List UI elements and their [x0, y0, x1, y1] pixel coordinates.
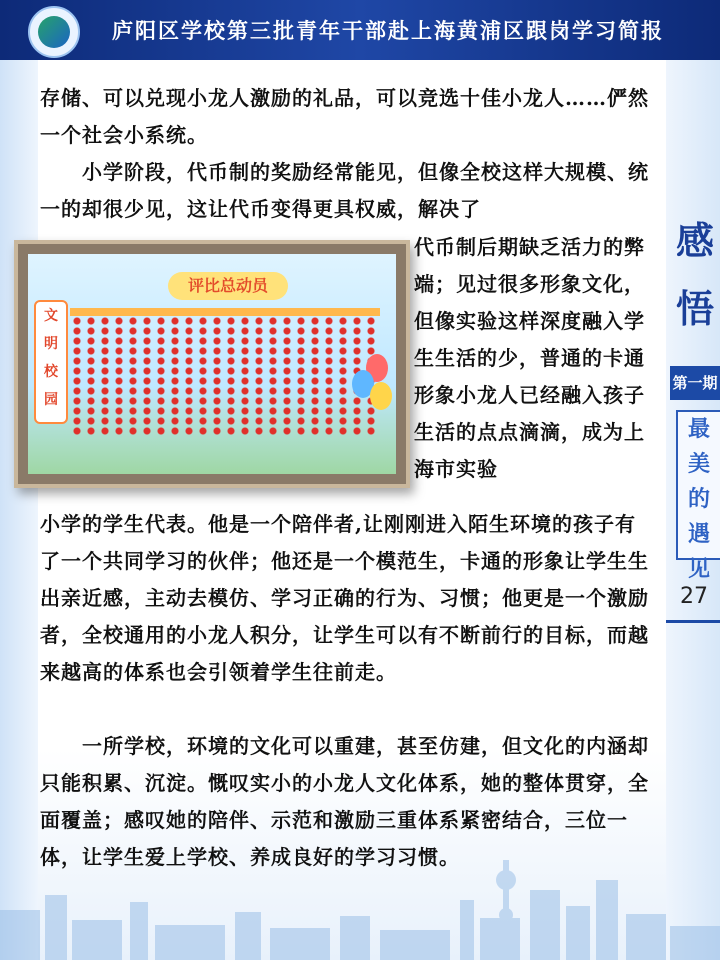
score-dot-grid — [70, 316, 380, 436]
city-skyline-decor — [0, 840, 720, 960]
paragraph-3: 一所学校，环境的文化可以重建，甚至仿建，但文化的内涵却只能积累、沉淀。慨叹实小的小龙人文化体系，她的整体贯穿，全面覆盖；感叹她的陪伴、示范和激励三重体系紧密结合，三位一体，让学生爱上学校、养成良好的学习习惯。 — [40, 734, 649, 869]
page-header — [0, 0, 720, 60]
board-title: 评比总动员 — [168, 272, 288, 300]
paragraph-2-top: 小学阶段，代币制的奖励经常能见，但像全校这样大规模、统一的却很少见，这让代币变得更具权威，解决了 — [40, 160, 649, 221]
paragraph-2-wrap: 代币制后期缺乏活力的弊端；见过很多形象文化，但像实验这样深度融入学生生活的少，普通的卡通形象小龙人已经融入孩子生活的点点滴滴，成为上海市实验 — [414, 235, 645, 481]
header-title: 庐阳区学校第三批青年干部赴上海黄浦区跟岗学习简报 — [112, 19, 664, 43]
page-number-rule — [666, 620, 720, 623]
section-char-1: 感 — [676, 218, 715, 263]
balloon-icon — [370, 382, 392, 410]
paragraph-1: 存储、可以兑现小龙人激励的礼品，可以竞选十佳小龙人……俨然一个社会小系统。 — [40, 86, 649, 147]
school-logo-icon — [28, 6, 80, 58]
vertical-title: 最 美 的 遇 见 — [676, 410, 720, 560]
page-number: 27 — [680, 584, 708, 609]
issue-label: 第一期 — [670, 366, 720, 400]
section-char-2: 悟 — [676, 286, 715, 331]
board-side-label: 文 明 校 园 — [34, 300, 68, 424]
board-image — [28, 254, 396, 474]
score-board-photo — [14, 240, 410, 488]
left-decor-band — [0, 60, 38, 960]
paragraph-2-bottom: 小学的学生代表。他是一个陪伴者,让刚刚进入陌生环境的孩子有了一个共同学习的伙伴；他还是一个模范生，卡通的形象让学生生出亲近感，主动去模仿、学习正确的行为、习惯；他更是一个激励者，全校通用的小龙人积分，让学生可以有不断前行的目标，而越来越高的体系也会引领着学生往前走。 — [40, 512, 649, 684]
